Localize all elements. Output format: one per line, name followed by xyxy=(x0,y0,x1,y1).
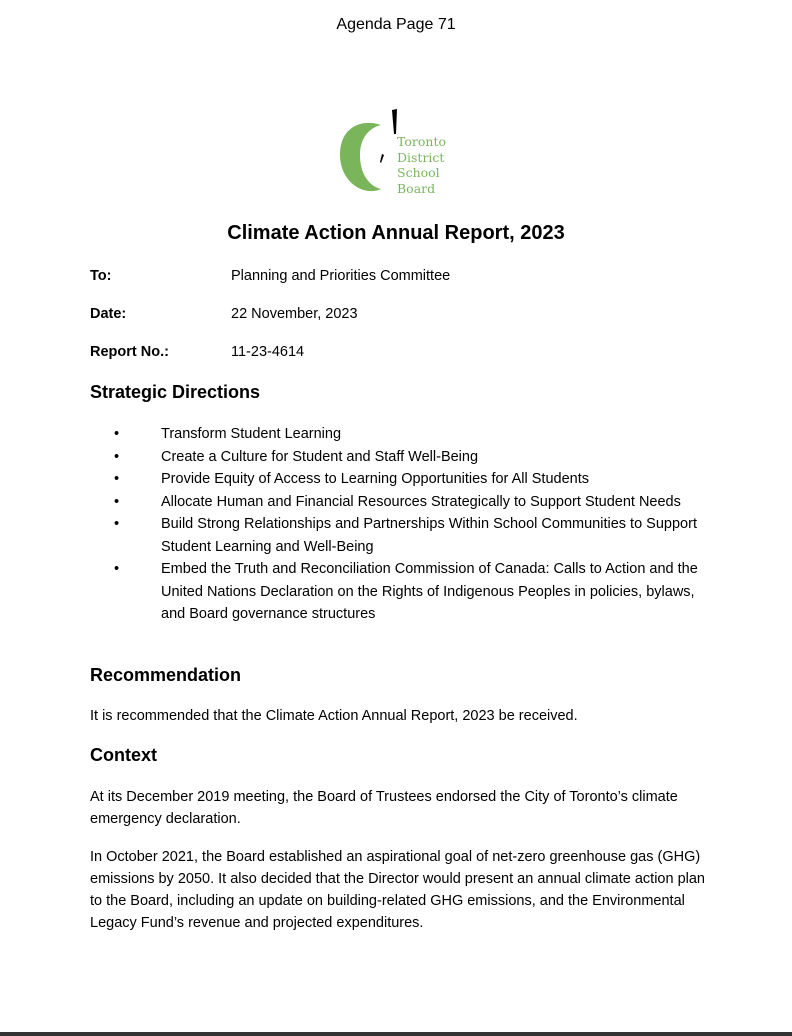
list-item-text: Provide Equity of Access to Learning Opportunities for All Students xyxy=(161,471,589,487)
list-item xyxy=(90,446,700,469)
context-paragraph: At its December 2019 meeting, the Board of Trustees endorsed the City of Toronto’s climate emergency declaration. xyxy=(90,789,678,827)
bullet: • xyxy=(114,426,120,442)
list-item xyxy=(90,423,700,446)
report-number-label: Report No.: xyxy=(90,344,169,360)
list-item xyxy=(90,513,700,558)
bullet: • xyxy=(114,448,120,465)
logo-line: District xyxy=(397,149,445,165)
bullet: • xyxy=(114,493,120,510)
date-value: 22 November, 2023 xyxy=(231,306,358,322)
recommendation-text: It is recommended that the Climate Action Annual Report, 2023 be received. xyxy=(90,708,578,724)
report-number-value: 11-23-4614 xyxy=(231,344,305,360)
strategic-directions-list xyxy=(90,423,700,626)
list-item-text: Build Strong Relationships and Partnerships Within School Communities to Support Student Learning and Well-Being xyxy=(161,516,697,555)
logo-line: Board xyxy=(397,180,436,196)
list-item-text: Embed the Truth and Reconciliation Commission of Canada: Calls to Action and the United Nations Declaration on the Rights of Indigenous Peoples in policies, bylaws, and Board governance structures xyxy=(161,561,698,622)
page-bottom-border xyxy=(0,1032,792,1036)
to-value: Planning and Priorities Committee xyxy=(231,268,451,284)
list-item xyxy=(90,558,700,626)
list-item-text: Allocate Human and Financial Resources Strategically to Support Student Needs xyxy=(161,493,681,510)
context-paragraph: In October 2021, the Board established an aspirational goal of net-zero greenhouse gas (GHG) emissions by 2050. It also decided that the Director would present an annual climate action plan to the Board, including an update on building-related GHG emissions, and the Environmental Legacy Fund’s revenue and projected expenditures. xyxy=(90,849,705,931)
tdsb-logo xyxy=(336,106,456,198)
list-item xyxy=(90,491,700,514)
logo-wordmark xyxy=(397,134,446,196)
bullet: • xyxy=(114,561,120,577)
date-label: Date: xyxy=(90,306,127,322)
bullet: • xyxy=(114,516,120,532)
logo-line: School xyxy=(397,165,440,180)
list-item-text: Transform Student Learning xyxy=(161,426,342,442)
to-label: To: xyxy=(90,268,112,284)
strategic-directions-heading: Strategic Directions xyxy=(90,382,261,402)
report-title: Climate Action Annual Report, 2023 xyxy=(227,222,565,244)
context-heading: Context xyxy=(90,745,157,765)
logo-line: Toronto xyxy=(397,134,446,149)
list-item-text: Create a Culture for Student and Staff Well-Being xyxy=(161,448,479,465)
list-item xyxy=(90,468,700,491)
recommendation-heading: Recommendation xyxy=(90,665,242,685)
bullet: • xyxy=(114,471,120,487)
agenda-page-number: Agenda Page 71 xyxy=(336,16,456,33)
